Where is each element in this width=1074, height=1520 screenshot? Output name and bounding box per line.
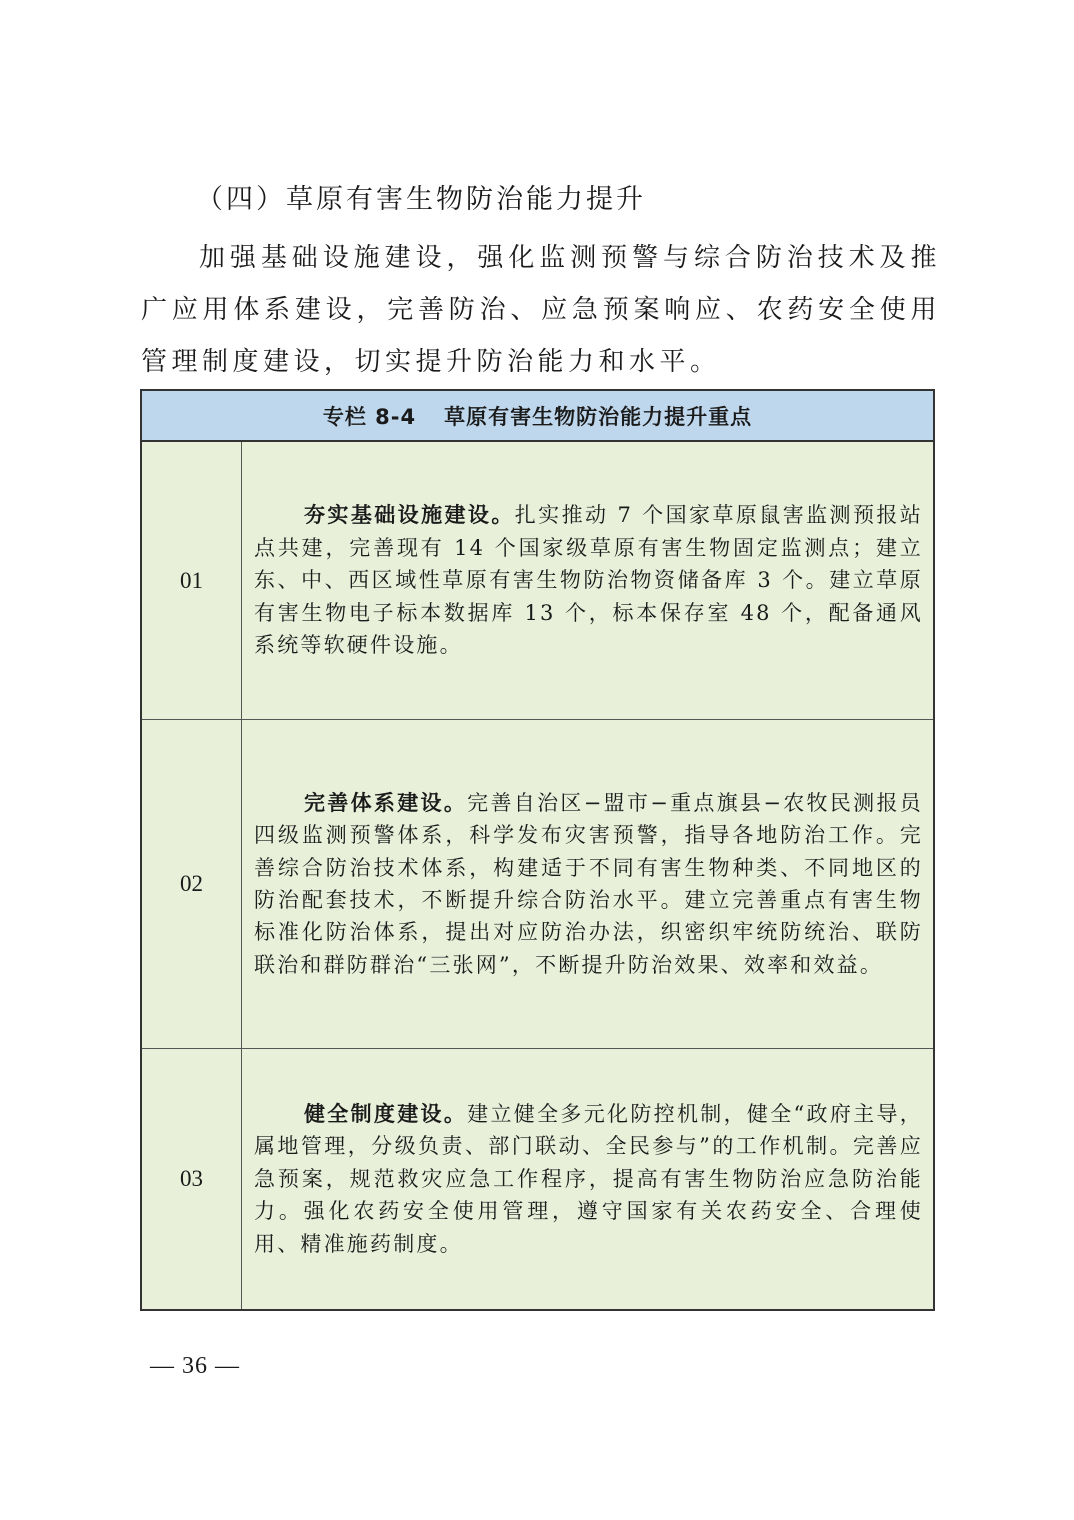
row-content — [242, 720, 933, 1048]
row-lead: 完善体系建设。 — [304, 790, 468, 815]
row-body: 完善自治区−盟市−重点旗县−农牧民测报员四级监测预警体系，科学发布灾害预警，指导各地防治工作。完善综合防治技术体系，构建适于不同有害生物种类、不同地区的防治配套技术，不断提升综合防治水平。建立完善重点有害生物标准化防治体系，提出对应防治办法，织密织牢统防统治、联防联治和群防群治“三张网”，不断提升防治效果、效率和效益。 — [254, 790, 923, 977]
table-row — [142, 719, 933, 1048]
row-lead: 健全制度建设。 — [304, 1101, 468, 1126]
table-row — [142, 1048, 933, 1309]
row-body: 扎实推动 7 个国家草原鼠害监测预报站点共建，完善现有 14 个国家级草原有害生物固定监测点；建立东、中、西区域性草原有害生物防治物资储备库 3 个。建立草原有害生物电子标本数据库 13 个，标本保存室 48 个，配备通风系统等软硬件设施。 — [254, 503, 923, 658]
section-heading: （四）草原有害生物防治能力提升 — [196, 184, 646, 215]
row-number: 03 — [142, 1049, 242, 1309]
row-number: 02 — [142, 720, 242, 1048]
row-number: 01 — [142, 442, 242, 719]
row-body: 建立健全多元化防控机制，健全“政府主导，属地管理，分级负责、部门联动、全民参与”的工作机制。完善应急预案，规范救灾应急工作程序，提高有害生物防治应急防治能力。强化农药安全使用管理，遵守国家有关农药安全、合理使用、精准施药制度。 — [254, 1101, 923, 1256]
table-row — [142, 442, 933, 719]
box-label: 专栏 8-4 — [322, 404, 417, 429]
intro-paragraph: 加强基础设施建设，强化监测预警与综合防治技术及推广应用体系建设，完善防治、应急预案响应、农药安全使用管理制度建设，切实提升防治能力和水平。 — [141, 243, 941, 377]
row-content — [242, 1049, 933, 1309]
box-header — [142, 391, 933, 442]
row-lead: 夯实基础设施建设。 — [304, 503, 515, 528]
row-content — [242, 442, 933, 719]
row-paragraph — [254, 787, 923, 981]
box-title: 草原有害生物防治能力提升重点 — [444, 404, 753, 429]
row-paragraph — [254, 499, 923, 661]
feature-box — [140, 389, 935, 1311]
page-number: — 36 — — [150, 1353, 240, 1379]
row-paragraph — [254, 1098, 923, 1260]
